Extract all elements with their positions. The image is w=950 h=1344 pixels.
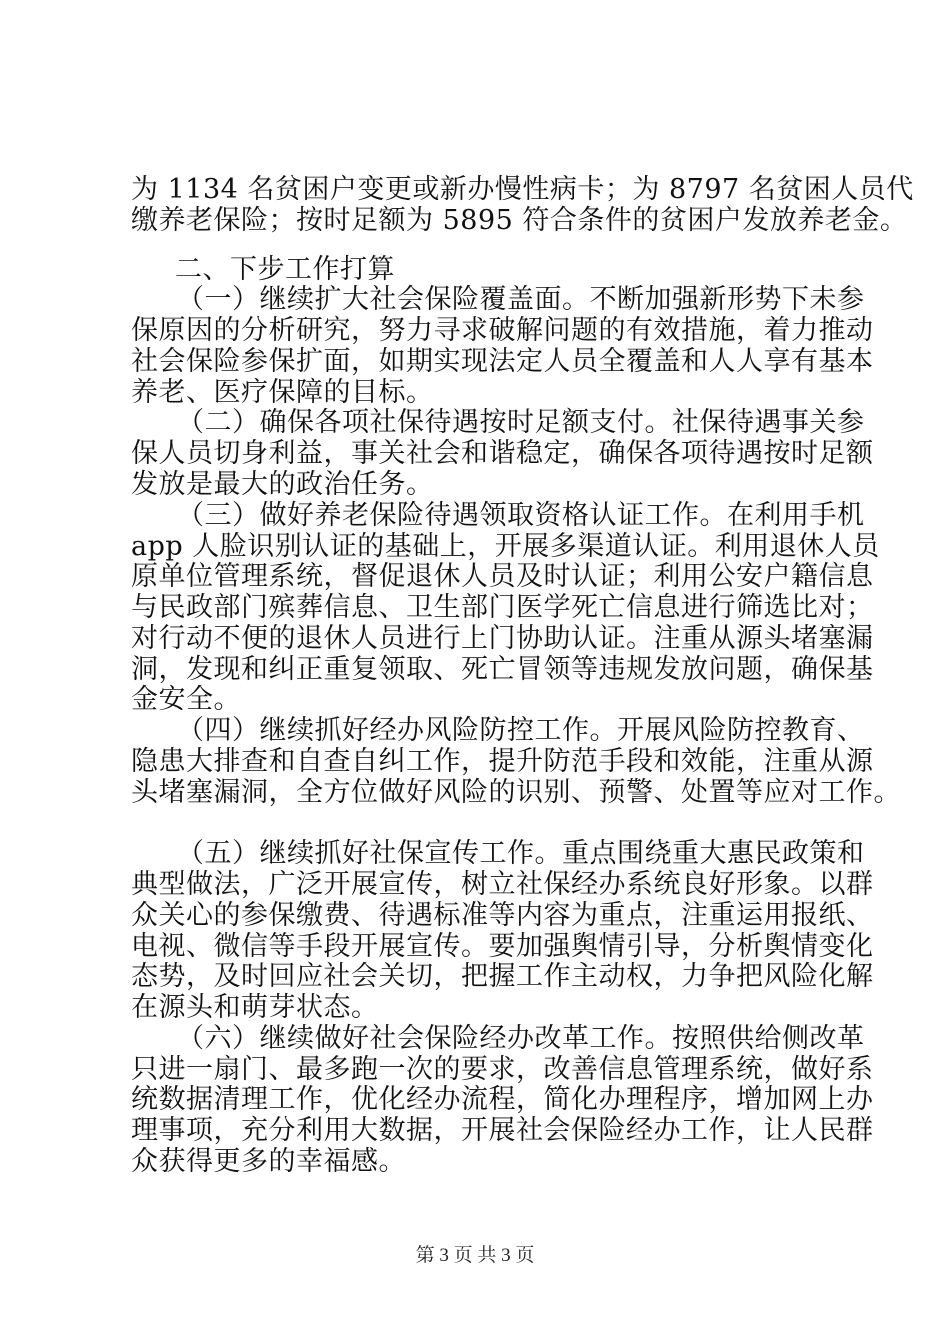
text-line: （五）继续抓好社保宣传工作。重点围绕重大惠民政策和: [177, 838, 865, 869]
text-line: （二）确保各项社保待遇按时足额支付。社保待遇事关参: [177, 407, 865, 438]
text-line: 保人员切身利益，事关社会和谐稳定，确保各项待遇按时足额: [131, 438, 874, 469]
text-line: 众关心的参保缴费、待遇标准等内容为重点，注重运用报纸、: [131, 900, 874, 931]
text-line: 金安全。: [131, 684, 241, 715]
text-line: 对行动不便的退休人员进行上门协助认证。注重从源头堵塞漏: [131, 623, 874, 654]
text-line: 电视、微信等手段开展宣传。要加强舆情引导，分析舆情变化: [131, 931, 874, 962]
text-line: 原单位管理系统，督促退休人员及时认证；利用公安户籍信息: [131, 561, 874, 592]
text-line: 典型做法，广泛开展宣传，树立社保经办系统良好形象。以群: [131, 869, 874, 900]
text-line: app 人脸识别认证的基础上，开展多渠道认证。利用退休人员: [131, 531, 880, 562]
text-line: 发放是最大的政治任务。: [131, 469, 434, 500]
text-line: （三）做好养老保险待遇领取资格认证工作。在利用手机: [177, 500, 865, 531]
section-heading: 二、下步工作打算: [175, 254, 395, 285]
text-line: 缴养老保险；按时足额为 5895 符合条件的贫困户发放养老金。: [131, 205, 908, 236]
text-line: （四）继续抓好经办风险防控工作。开展风险防控教育、: [177, 715, 865, 746]
text-line: （六）继续做好社会保险经办改革工作。按照供给侧改革: [177, 1023, 865, 1054]
text-line: 隐患大排查和自查自纠工作，提升防范手段和效能，注重从源: [131, 746, 874, 777]
text-line: 在源头和萌芽状态。: [131, 992, 379, 1023]
text-line: 保原因的分析研究，努力寻求破解问题的有效措施，着力推动: [131, 315, 874, 346]
text-line: 洞，发现和纠正重复领取、死亡冒领等违规发放问题，确保基: [131, 654, 874, 685]
text-line: 理事项，充分利用大数据，开展社会保险经办工作，让人民群: [131, 1115, 874, 1146]
text-line: 头堵塞漏洞，全方位做好风险的识别、预警、处置等应对工作。: [131, 777, 901, 808]
text-line: 与民政部门殡葬信息、卫生部门医学死亡信息进行筛选比对；: [131, 592, 874, 623]
text-line: 只进一扇门、最多跑一次的要求，改善信息管理系统，做好系: [131, 1054, 874, 1085]
text-line: 态势，及时回应社会关切，把握工作主动权，力争把风险化解: [131, 961, 874, 992]
text-line: （一）继续扩大社会保险覆盖面。不断加强新形势下未参: [177, 284, 865, 315]
text-line: 为 1134 名贫困户变更或新办慢性病卡；为 8797 名贫困人员代: [131, 174, 914, 205]
page-footer: 第 3 页 共 3 页: [415, 1245, 535, 1266]
text-line: 众获得更多的幸福感。: [131, 1146, 406, 1177]
text-line: 社会保险参保扩面，如期实现法定人员全覆盖和人人享有基本: [131, 346, 874, 377]
text-line: 统数据清理工作，优化经办流程，简化办理程序，增加网上办: [131, 1084, 874, 1115]
text-line: 养老、医疗保障的目标。: [131, 377, 434, 408]
